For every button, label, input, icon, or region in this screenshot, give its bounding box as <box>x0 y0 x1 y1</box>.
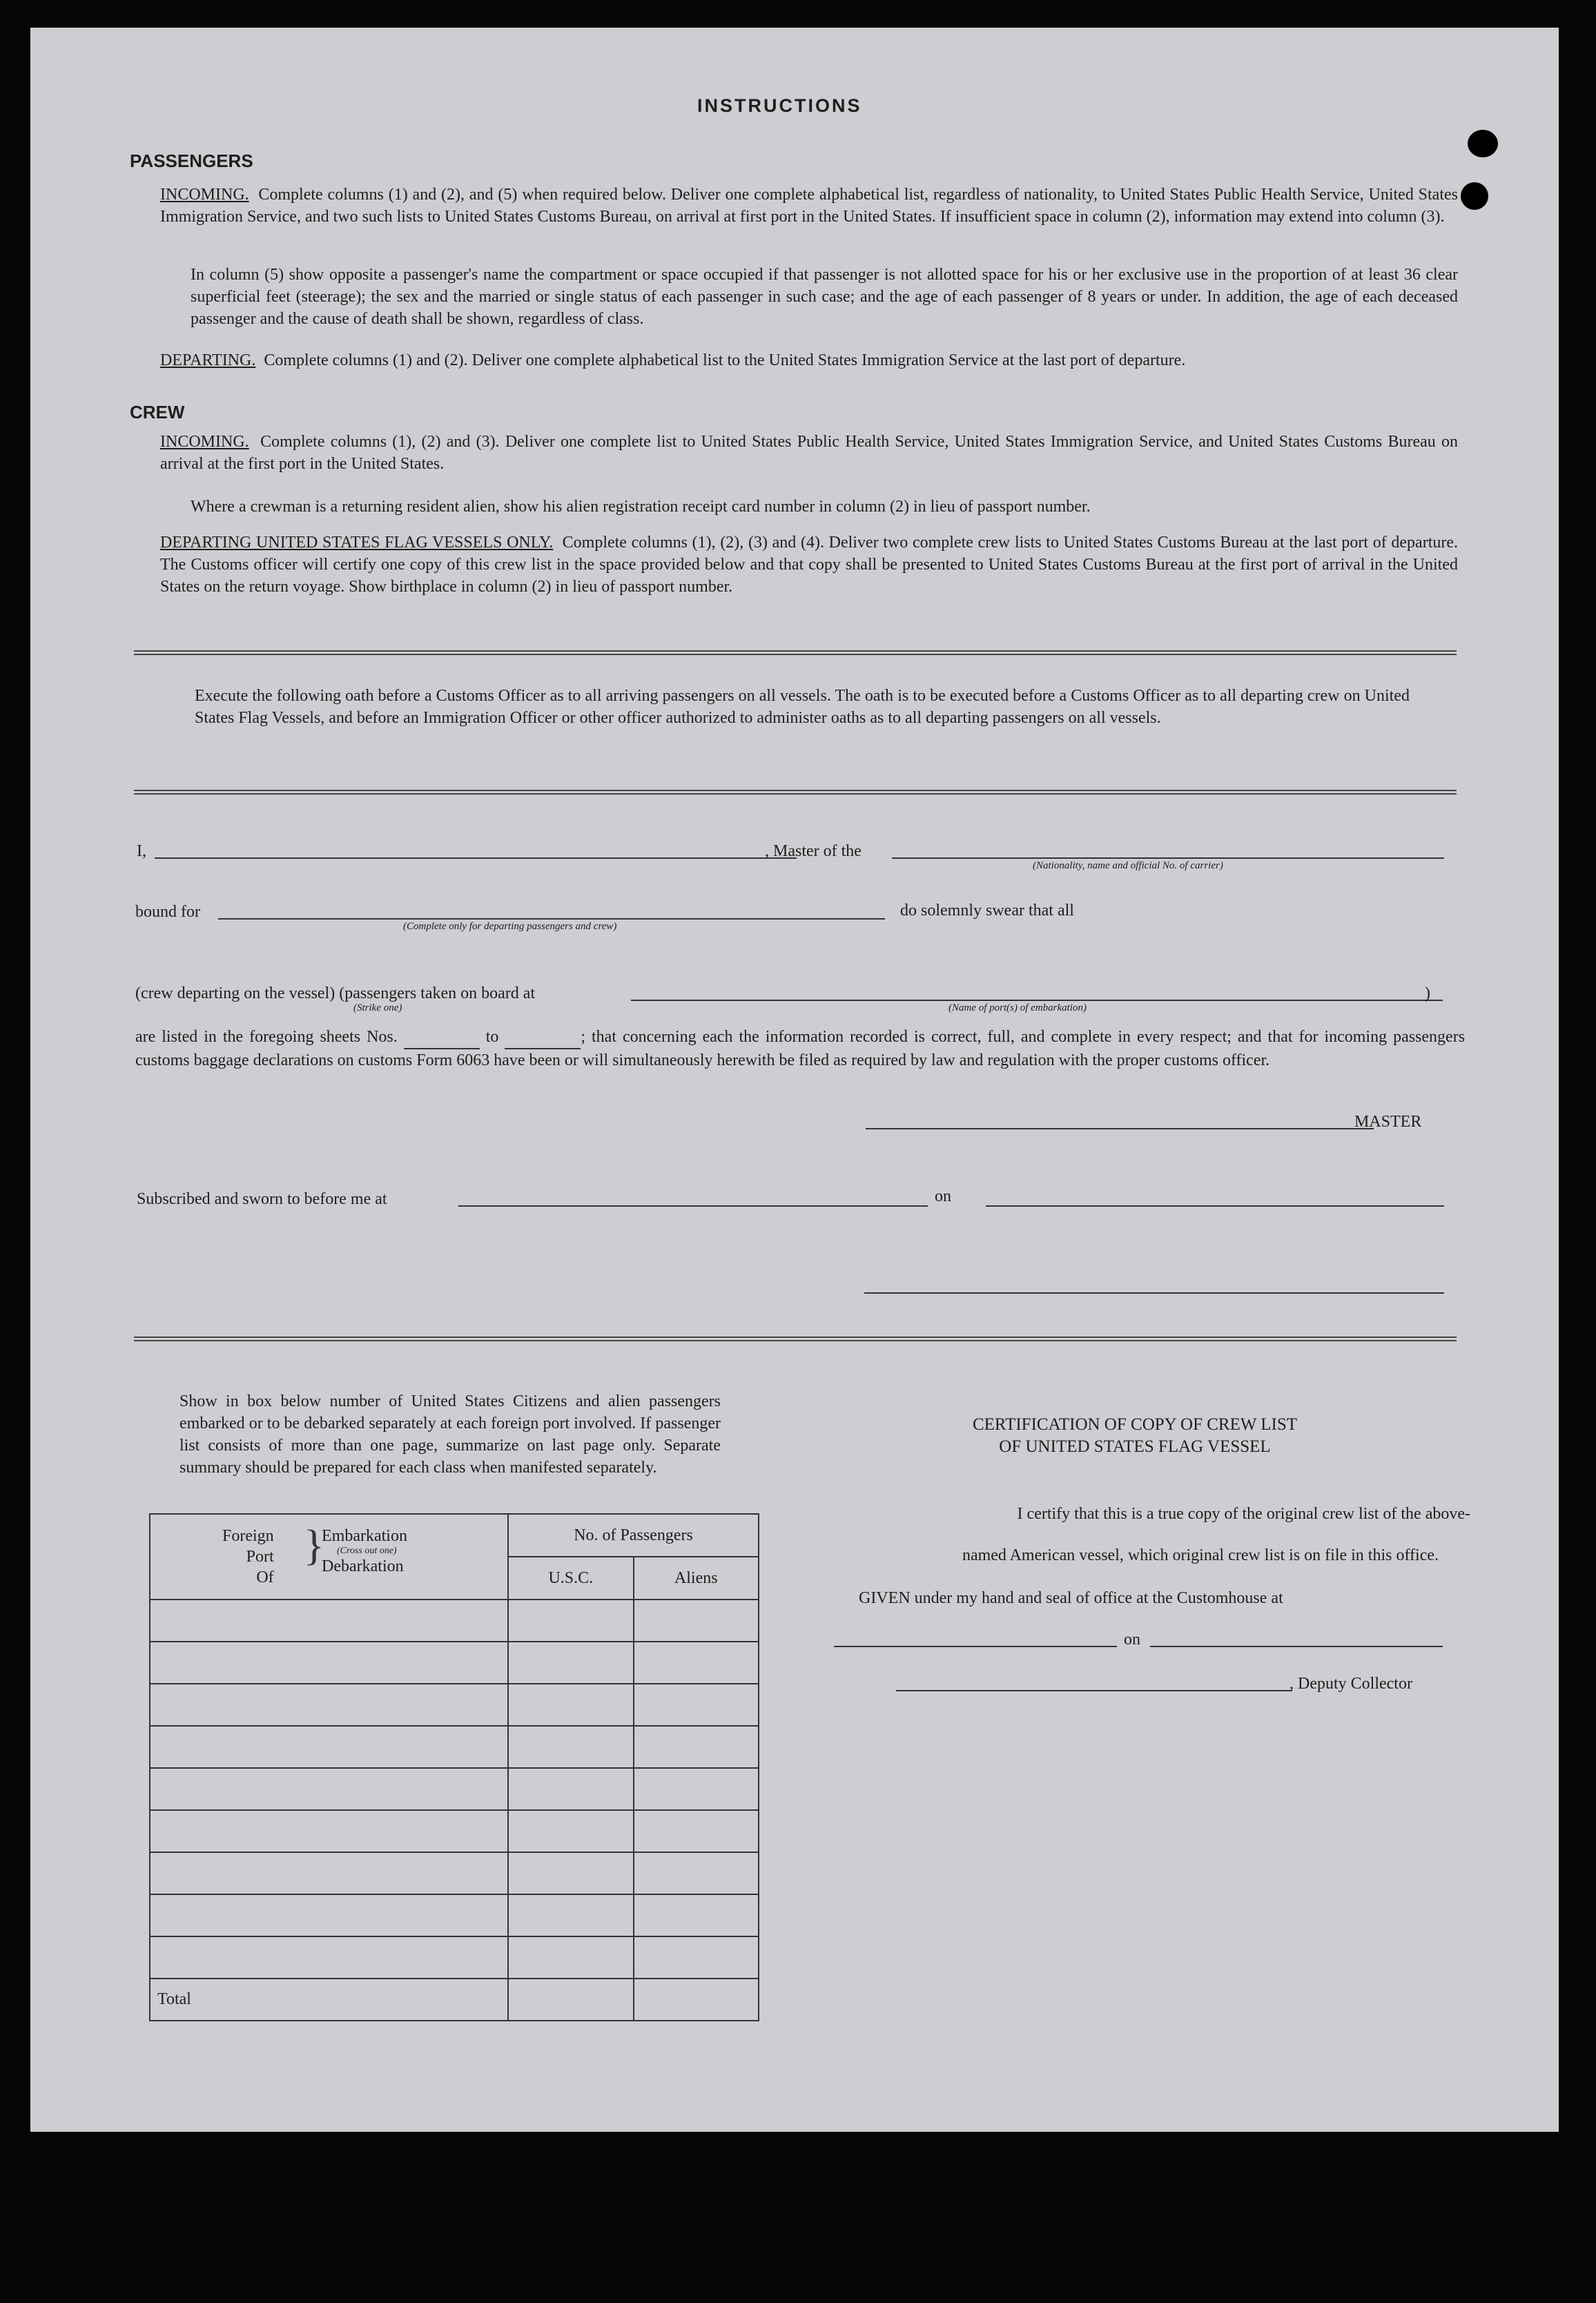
brace: } <box>304 1522 324 1569</box>
instructions-title: INSTRUCTIONS <box>697 95 862 116</box>
crew-resident-paragraph: Where a crewman is a returning resident alien, show his alien registration receipt card number in column (2) in lieu of passport number. <box>191 498 1091 516</box>
usc-cell[interactable] <box>508 1684 633 1726</box>
port-cell[interactable] <box>150 1642 508 1684</box>
port-label: Port <box>246 1548 274 1566</box>
of-label: Of <box>256 1568 274 1586</box>
total-row <box>150 1979 759 2021</box>
form-sheet <box>30 28 1559 2132</box>
usc-cell[interactable] <box>508 1810 633 1852</box>
crew-heading: CREW <box>130 402 185 422</box>
crew-incoming-label: INCOMING. <box>160 433 249 451</box>
summary-intro: Show in box below number of United States Citizens and alien passengers embarked or to be debarked separately at each foreign port involved. If passenger list consists of more than one page, summarize on last page only. Separate summary should be prepared for each class when manifested separately. <box>179 1392 721 1477</box>
passenger-summary-table <box>149 1513 759 2021</box>
aliens-cell[interactable] <box>634 1852 759 1894</box>
cross-out-note: (Cross out one) <box>337 1546 397 1556</box>
port-cell[interactable] <box>150 1600 508 1642</box>
strike-note: (Strike one) <box>353 1002 402 1013</box>
passengers-departing-paragraph <box>160 349 1458 371</box>
aliens-cell[interactable] <box>634 1684 759 1726</box>
passengers-incoming-paragraph <box>160 184 1458 228</box>
aliens-cell[interactable] <box>634 1642 759 1684</box>
divider-1 <box>134 650 1457 655</box>
port-cell[interactable] <box>150 1726 508 1768</box>
oath-bound-for-label: bound for <box>135 903 200 921</box>
usc-cell[interactable] <box>508 1726 633 1768</box>
total-aliens-cell[interactable] <box>634 1979 759 2021</box>
embark-debark <box>322 1526 407 1577</box>
customhouse-field[interactable] <box>834 1646 1117 1647</box>
certification-title-1: CERTIFICATION OF COPY OF CREW LIST <box>972 1415 1298 1434</box>
usc-header: U.S.C. <box>508 1557 633 1600</box>
usc-cell[interactable] <box>508 1894 633 1936</box>
close-paren: ) <box>1425 984 1430 1002</box>
oath-sheets-paragraph <box>135 1026 1465 1071</box>
aliens-cell[interactable] <box>634 1810 759 1852</box>
certification-text-1: I certify that this is a true copy of the original crew list of the above- <box>1017 1505 1470 1523</box>
sheets-text-2: ; that concerning each the information recorded is correct, full, and complete in every respect; and that for incoming passengers customs baggage declarations on customs Form 6063 have been or will simultaneously herewith be filed as required by law and regulation with the proper customs officer. <box>135 1028 1466 1069</box>
master-name-field[interactable] <box>155 857 797 859</box>
certification-date-field[interactable] <box>1150 1646 1443 1647</box>
passengers-departing-label: DEPARTING. <box>160 351 256 369</box>
port-header-cell <box>150 1514 508 1600</box>
punch-hole-mark <box>1461 182 1488 210</box>
passengers-heading: PASSENGERS <box>130 150 253 171</box>
port-cell[interactable] <box>150 1684 508 1726</box>
sheet-to-field[interactable] <box>505 1026 581 1049</box>
usc-cell[interactable] <box>508 1768 633 1810</box>
table-row <box>150 1684 759 1726</box>
oath-intro: Execute the following oath before a Customs Officer as to all arriving passengers on all vessels. The oath is to be executed before a Customs Officer as to all departing crew on United States Flag Vessels, and before an Immigration Officer or other officer authorized to administer oaths as to all departing passengers on all vessels. <box>195 687 1410 727</box>
port-cell[interactable] <box>150 1768 508 1810</box>
usc-cell[interactable] <box>508 1642 633 1684</box>
embarkation-ports-field[interactable] <box>631 1000 1443 1001</box>
certification-text-3: GIVEN under my hand and seal of office at the Customhouse at <box>859 1589 1283 1607</box>
crew-departing-label: DEPARTING UNITED STATES FLAG VESSELS ONLY. <box>160 534 554 552</box>
deputy-collector-signature-field[interactable] <box>896 1690 1292 1691</box>
aliens-cell[interactable] <box>634 1726 759 1768</box>
deputy-collector-label: , Deputy Collector <box>1290 1675 1412 1693</box>
table-row <box>150 1600 759 1642</box>
crew-incoming-text: Complete columns (1), (2) and (3). Deliver one complete list to United States Public Health Service, United States Immigration Service, and United States Customs Bureau on arrival at the first port in the United States. <box>160 433 1459 473</box>
table-row <box>150 1810 759 1852</box>
bound-for-note: (Complete only for departing passengers and crew) <box>403 921 617 932</box>
usc-cell[interactable] <box>508 1600 633 1642</box>
foreign-port-of <box>222 1526 274 1588</box>
oath-swear-label: do solemnly swear that all <box>900 902 1074 920</box>
crew-departing-paragraph <box>160 532 1458 598</box>
crew-incoming-paragraph <box>160 431 1458 475</box>
port-cell[interactable] <box>150 1894 508 1936</box>
oath-i-label: I, <box>137 842 146 860</box>
officer-signature-field[interactable] <box>864 1292 1444 1294</box>
master-signature-field[interactable] <box>866 1128 1374 1129</box>
sheets-text-1: are listed in the foregoing sheets Nos. <box>135 1028 398 1046</box>
aliens-cell[interactable] <box>634 1768 759 1810</box>
total-usc-cell[interactable] <box>508 1979 633 2021</box>
certification-text-2: named American vessel, which original crew list is on file in this office. <box>962 1546 1439 1564</box>
subscribed-label: Subscribed and sworn to before me at <box>137 1190 387 1208</box>
divider-3 <box>134 1337 1457 1341</box>
carrier-field[interactable] <box>892 857 1444 859</box>
sheets-to-label: to <box>485 1028 499 1046</box>
passengers-incoming-text: Complete columns (1) and (2), and (5) when required below. Deliver one complete alphabetical list, regardless of nationality, to United States Public Health Service, United States Immigration Service, and two such lists to United States Customs Bureau, on arrival at first port in the United States. If insufficient space in column (2), information may extend into column (3). <box>160 186 1458 226</box>
table-row <box>150 1726 759 1768</box>
certification-on-label: on <box>1124 1631 1140 1649</box>
table-row <box>150 1642 759 1684</box>
no-of-passengers-header: No. of Passengers <box>508 1514 759 1557</box>
embarkation-label: Embarkation <box>322 1527 407 1545</box>
master-label: MASTER <box>1354 1113 1422 1131</box>
passengers-column5-paragraph: In column (5) show opposite a passenger's name the compartment or space occupied if that passenger is not allotted space for his or her exclusive use in the proportion of at least 36 clear superficial feet (steerage); the sex and the married or single status of each passenger in such case; and the age of each passenger of 8 years or under. In addition, the age of each deceased passenger and the cause of death shall be shown, regardless of class. <box>191 266 1458 328</box>
table-row <box>150 1768 759 1810</box>
table-row <box>150 1852 759 1894</box>
embarkation-note: (Name of port(s) of embarkation) <box>948 1002 1087 1013</box>
certification-title-2: OF UNITED STATES FLAG VESSEL <box>999 1437 1271 1456</box>
divider-2 <box>134 790 1457 795</box>
passengers-departing-text: Complete columns (1) and (2). Deliver one complete alphabetical list to the United States Immigration Service at the last port of departure. <box>264 351 1186 369</box>
sheet-from-field[interactable] <box>404 1026 480 1049</box>
oath-master-of-label: , Master of the <box>765 842 862 860</box>
usc-cell[interactable] <box>508 1852 633 1894</box>
passengers-incoming-label: INCOMING. <box>160 186 249 204</box>
port-cell[interactable] <box>150 1852 508 1894</box>
subscribed-on-label: on <box>935 1187 951 1205</box>
port-cell[interactable] <box>150 1936 508 1979</box>
crew-departing-text: Complete columns (1), (2), (3) and (4). Deliver two complete crew lists to United States Customs Bureau at the last port of departure. The Customs officer will certify one copy of this crew list in the space provided below and that copy shall be presented to United States Customs Bureau at the first port of arrival in the United States on the return voyage. Show birthplace in column (2) in lieu of passport number. <box>160 534 1459 596</box>
table-row <box>150 1894 759 1936</box>
port-cell[interactable] <box>150 1810 508 1852</box>
foreign-label: Foreign <box>222 1527 274 1545</box>
debarkation-label: Debarkation <box>322 1557 404 1575</box>
oath-crew-departing-label: (crew departing on the vessel) (passengers taken on board at <box>135 984 536 1002</box>
aliens-cell[interactable] <box>634 1600 759 1642</box>
bound-for-field[interactable] <box>218 918 885 920</box>
aliens-cell[interactable] <box>634 1936 759 1979</box>
punch-hole-mark <box>1468 130 1498 157</box>
usc-cell[interactable] <box>508 1936 633 1979</box>
carrier-note: (Nationality, name and official No. of carrier) <box>1033 860 1223 871</box>
total-label: Total <box>150 1979 508 2021</box>
subscribed-place-field[interactable] <box>458 1205 928 1207</box>
table-row <box>150 1936 759 1979</box>
subscribed-date-field[interactable] <box>986 1205 1444 1207</box>
aliens-header: Aliens <box>634 1557 759 1600</box>
aliens-cell[interactable] <box>634 1894 759 1936</box>
